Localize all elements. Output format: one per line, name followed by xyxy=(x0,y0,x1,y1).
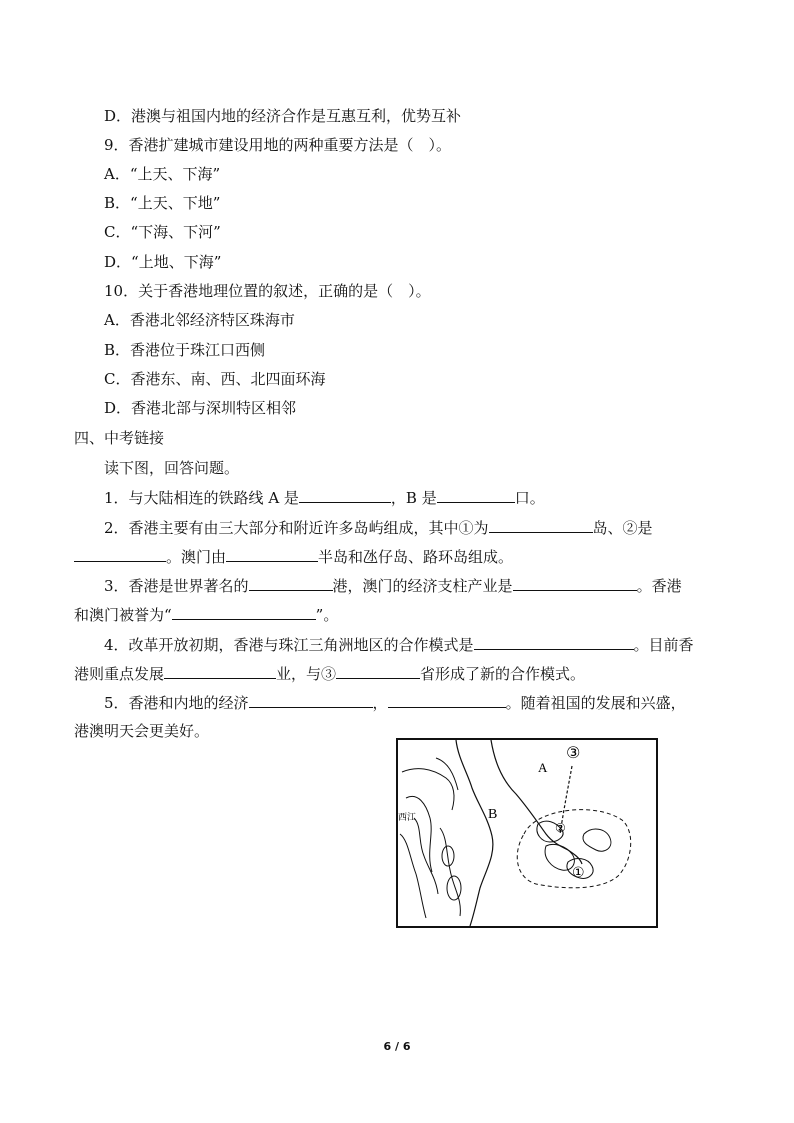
question-10: 10．关于香港地理位置的叙述，正确的是（ ）。 xyxy=(104,282,431,300)
q1-blank-b[interactable] xyxy=(437,487,515,503)
label-a: A xyxy=(538,760,548,775)
label-3: ③ xyxy=(566,743,581,762)
river-label: 西江 xyxy=(398,813,417,823)
option-a-q9: A．“上天、下海” xyxy=(104,165,221,183)
section-intro: 读下图，回答问题。 xyxy=(104,459,240,477)
fill-question-3 xyxy=(104,575,682,596)
q4-text-a: 4．改革开放初期，香港与珠江三角洲地区的合作模式是 xyxy=(104,636,474,654)
q5-blank-b[interactable] xyxy=(388,692,506,708)
q2-text-b: 岛、②是 xyxy=(592,519,653,537)
fill-question-2-cont xyxy=(74,546,513,567)
option-b-q9: B．“上天、下地” xyxy=(104,194,221,212)
q3-text-c: 。香港 xyxy=(636,577,682,595)
fill-question-1 xyxy=(104,487,545,508)
q5-blank-a[interactable] xyxy=(249,692,373,708)
section-heading: 四、中考链接 xyxy=(74,429,165,447)
q1-text-c: 口。 xyxy=(514,489,545,507)
option-d-q8: D．港澳与祖国内地的经济合作是互惠互利，优势互补 xyxy=(104,107,462,125)
question-9: 9．香港扩建城市建设用地的两种重要方法是（ ）。 xyxy=(104,136,452,154)
q1-text-a: 1．与大陆相连的铁路线 A 是 xyxy=(104,489,299,507)
hong-kong-map xyxy=(396,738,658,928)
q3-text-e: ”。 xyxy=(315,606,339,624)
option-b-q10: B．香港位于珠江口西侧 xyxy=(104,341,266,359)
label-b: B xyxy=(488,807,498,822)
q3-text-b: 港，澳门的经济支柱产业是 xyxy=(332,577,513,595)
option-a-q10: A．香港北邻经济特区珠海市 xyxy=(104,311,295,329)
q4-blank-c[interactable] xyxy=(336,663,420,679)
option-c-q10: C．香港东、南、西、北四面环海 xyxy=(104,370,326,388)
q3-blank-a[interactable] xyxy=(249,575,333,591)
q3-text-a: 3．香港是世界著名的 xyxy=(104,577,249,595)
q5-text-b: ， xyxy=(372,694,388,712)
q1-blank-a[interactable] xyxy=(299,487,391,503)
option-c-q9: C．“下海、下河” xyxy=(104,223,221,241)
q2-blank-c[interactable] xyxy=(226,546,318,562)
label-2: ② xyxy=(555,821,566,835)
q2-text-a: 2．香港主要有由三大部分和附近许多岛屿组成，其中①为 xyxy=(104,519,489,537)
label-1: ① xyxy=(572,865,585,881)
q4-text-c: 港则重点发展 xyxy=(74,665,165,683)
q4-text-b: 。目前香 xyxy=(633,636,694,654)
option-d-q10: D．香港北部与深圳特区相邻 xyxy=(104,399,297,417)
q2-blank-a[interactable] xyxy=(489,517,593,533)
fill-question-2 xyxy=(104,517,653,538)
q4-text-d: 业，与③ xyxy=(276,665,337,683)
q4-text-e: 省形成了新的合作模式。 xyxy=(420,665,586,683)
fill-question-4-cont xyxy=(74,663,585,684)
q2-text-c: 。澳门由 xyxy=(166,548,227,566)
q5-text-c: 。随着祖国的发展和兴盛， xyxy=(505,694,686,712)
q3-blank-b[interactable] xyxy=(513,575,637,591)
map-frame xyxy=(397,739,657,927)
q4-blank-a[interactable] xyxy=(474,634,634,650)
option-d-q9: D．“上地、下海” xyxy=(104,253,222,271)
q3-blank-c[interactable] xyxy=(172,604,316,620)
fill-question-3-cont xyxy=(74,604,338,625)
fill-question-5 xyxy=(104,692,686,713)
q5-text-a: 5．香港和内地的经济 xyxy=(104,694,249,712)
q1-text-b: ，B 是 xyxy=(390,489,437,507)
q2-blank-b[interactable] xyxy=(74,546,166,562)
fill-question-5-cont: 港澳明天会更美好。 xyxy=(74,722,210,740)
page-number: 6 / 6 xyxy=(383,1040,411,1053)
q2-text-d: 半岛和氹仔岛、路环岛组成。 xyxy=(318,548,514,566)
fill-question-4 xyxy=(104,634,694,655)
q3-text-d: 和澳门被誉为“ xyxy=(74,606,172,624)
q4-blank-b[interactable] xyxy=(164,663,276,679)
